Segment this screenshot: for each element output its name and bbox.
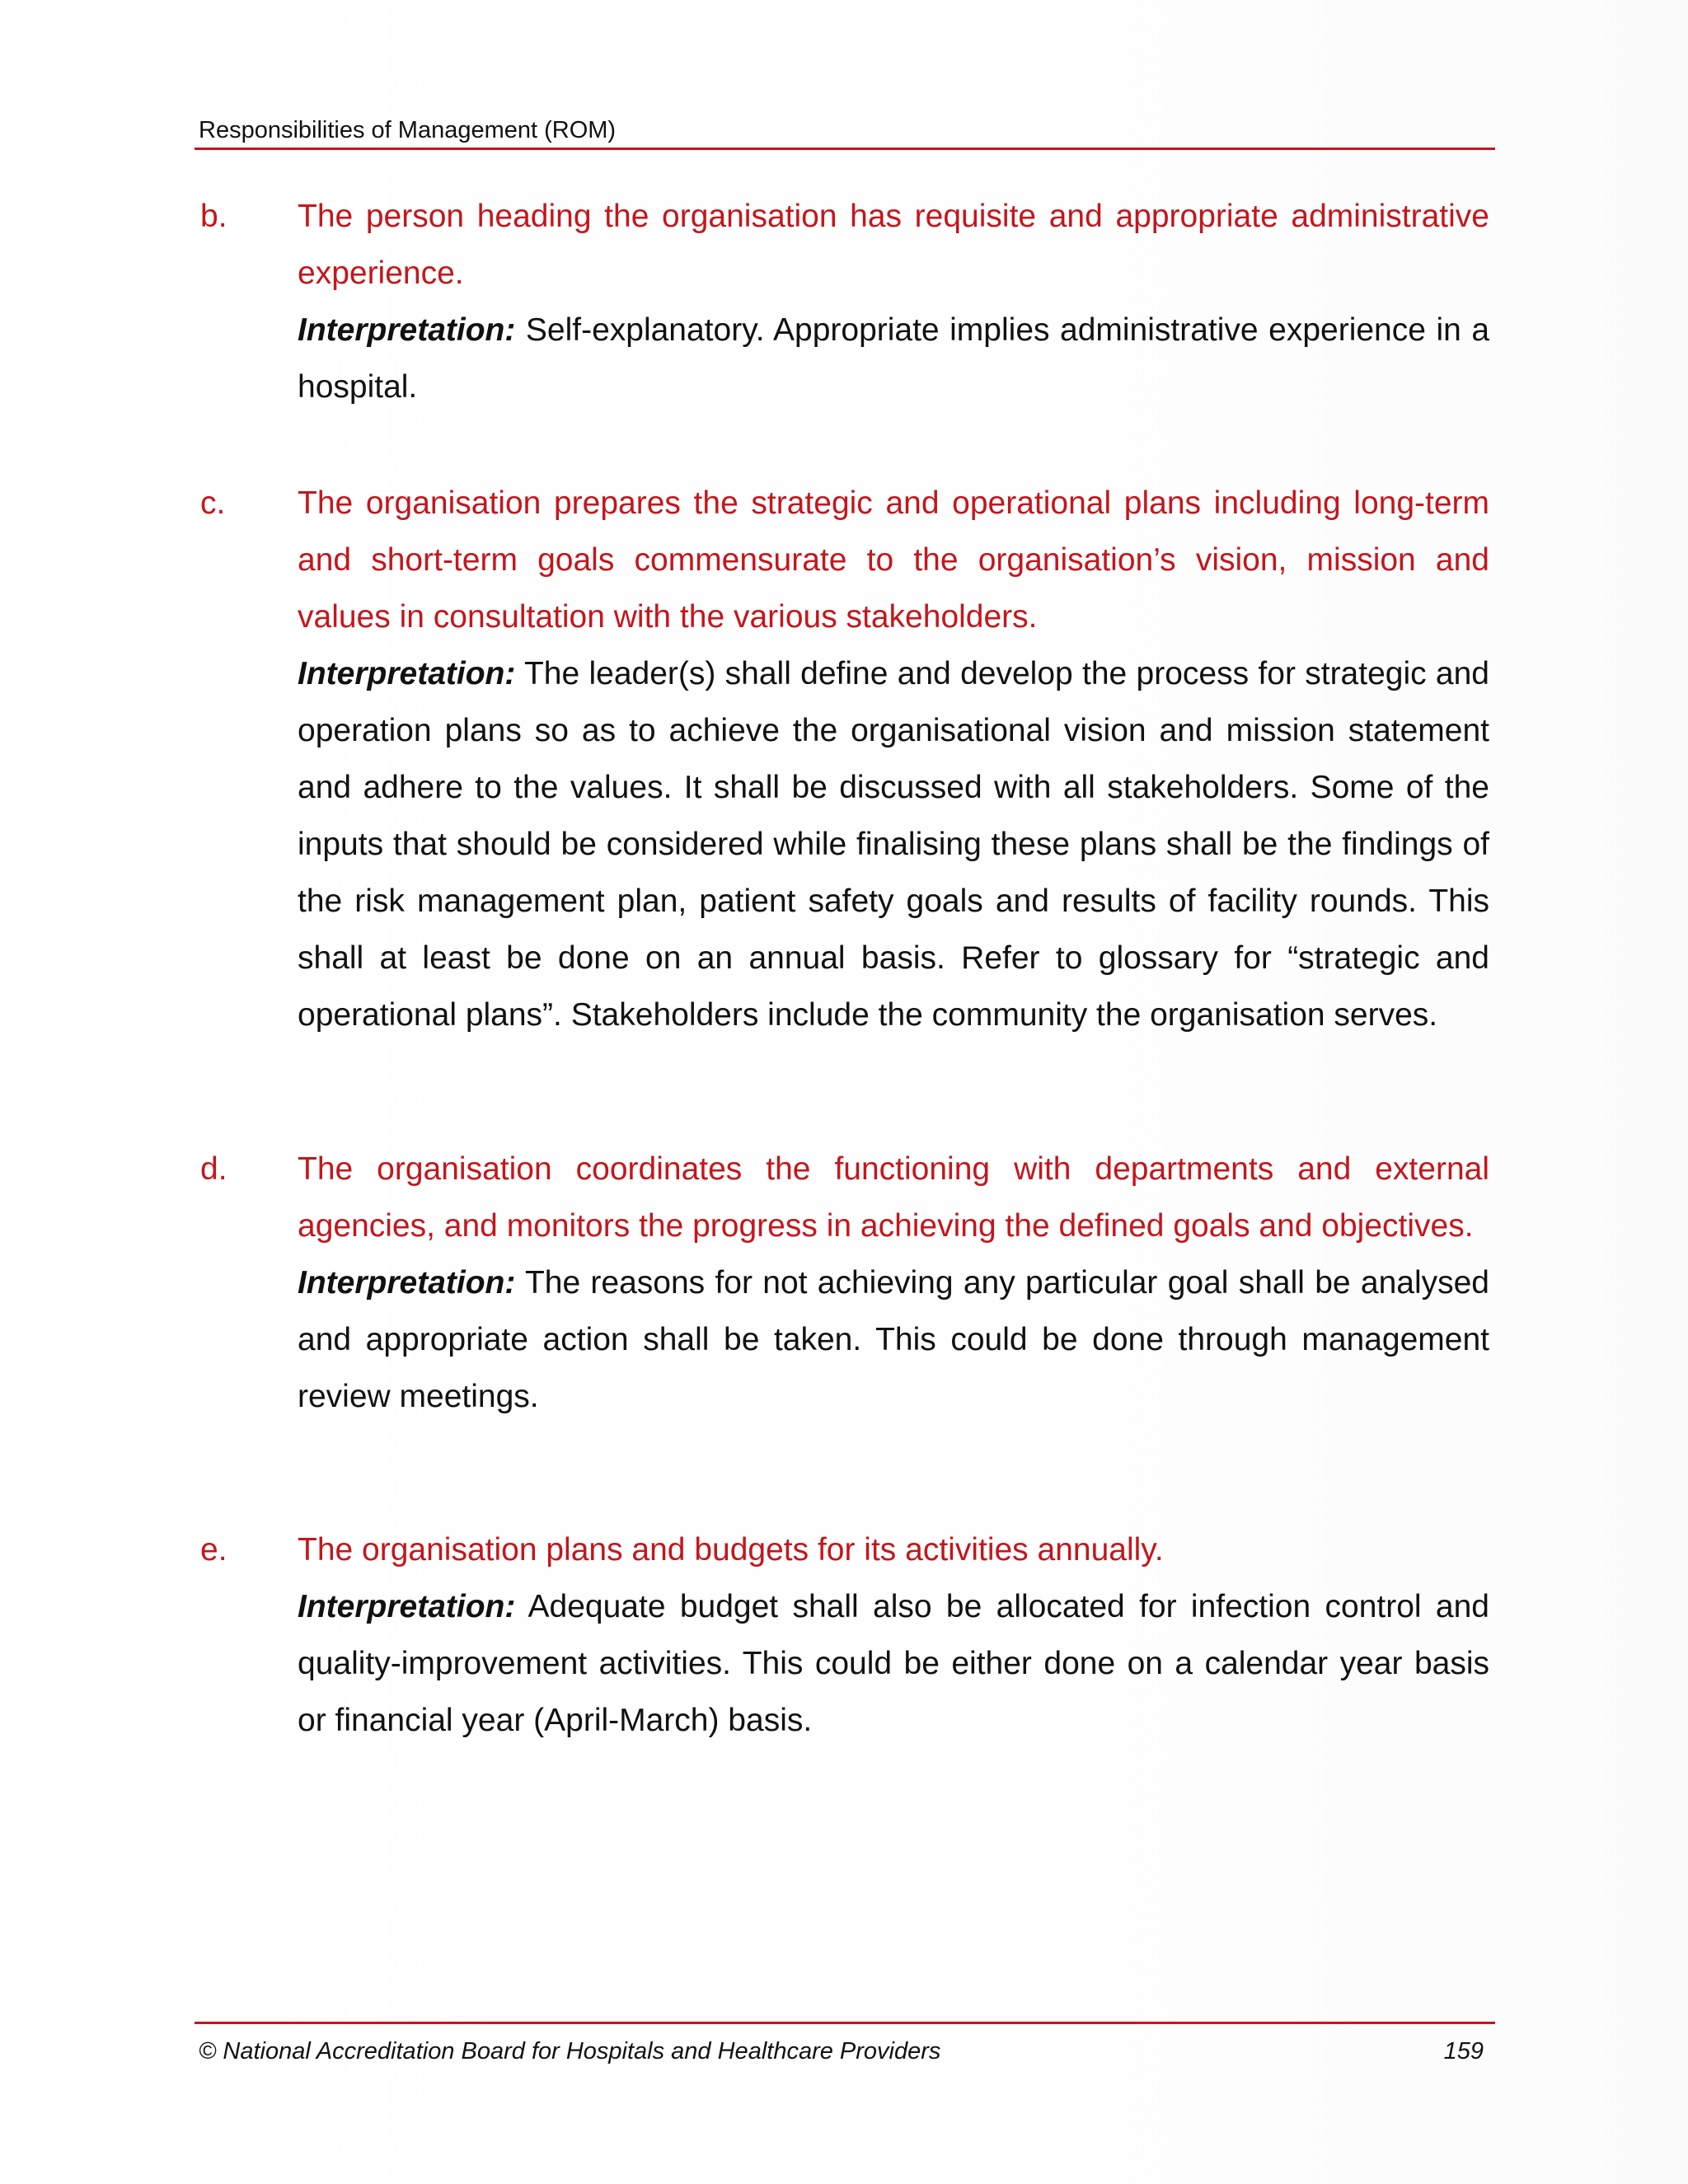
item-body <box>298 1521 1489 1749</box>
standard-item-e <box>195 1521 1495 1749</box>
requirement-text: The organisation coordinates the functioning with departments and external agencies, and monitors the progress in achieving the defined goals and objectives. <box>298 1151 1489 1244</box>
item-letter: c. <box>200 485 226 521</box>
interpretation-label: Interpretation: <box>298 656 516 691</box>
interpretation-label: Interpretation: <box>298 312 516 348</box>
item-letter: e. <box>200 1532 227 1568</box>
header-divider <box>195 148 1495 150</box>
standard-item-b <box>195 188 1495 415</box>
requirement-text: The organisation prepares the strategic and operational plans including long-term and short-term goals commensurate to the organisation’s vision, mission and values in consultation with the various stakeholders. <box>298 485 1489 635</box>
footer-divider <box>195 2022 1495 2024</box>
interpretation-text: Self-explanatory. Appropriate implies administrative experience in a hospital. <box>298 312 1490 405</box>
interpretation-label: Interpretation: <box>298 1265 516 1301</box>
interpretation-text: The leader(s) shall define and develop the process for strategic and operation plans so as to achieve the organisational vision and mission statement and adhere to the values. It shall be discussed with all stakeholders. Some of the inputs that should be considered while finalising these plans shall be the findings of the risk management plan, patient safety goals and results of facility rounds. This shall at least be done on an annual basis. Refer to glossary for “strategic and operational plans”. Stakeholders include the community the organisation serves. <box>298 656 1489 1033</box>
requirement-text: The organisation plans and budgets for its activities annually. <box>298 1532 1164 1568</box>
interpretation-paragraph <box>298 1254 1489 1425</box>
item-body <box>298 1141 1489 1425</box>
interpretation-label: Interpretation: <box>298 1589 516 1624</box>
footer-copyright: © National Accreditation Board for Hospitals and Healthcare Providers <box>199 2038 941 2064</box>
interpretation-paragraph <box>298 302 1489 415</box>
standard-item-d <box>195 1141 1495 1425</box>
interpretation-paragraph <box>298 645 1489 1043</box>
interpretation-paragraph <box>298 1578 1489 1749</box>
item-letter: b. <box>200 199 227 234</box>
item-body <box>298 188 1489 415</box>
interpretation-text: The reasons for not achieving any particular goal shall be analysed and appropriate action shall be taken. This could be done through management review meetings. <box>298 1265 1489 1414</box>
item-letter: d. <box>200 1151 227 1187</box>
item-body <box>298 475 1489 1043</box>
standard-item-c <box>195 475 1495 1043</box>
page-number: 159 <box>1443 2038 1484 2064</box>
interpretation-text: Adequate budget shall also be allocated for infection control and quality-improvement activities. This could be either done on a calendar year basis or financial year (April-March) basis. <box>298 1589 1489 1738</box>
page-header-title: Responsibilities of Management (ROM) <box>199 117 617 143</box>
requirement-text: The person heading the organisation has requisite and appropriate administrative experience. <box>298 199 1489 291</box>
